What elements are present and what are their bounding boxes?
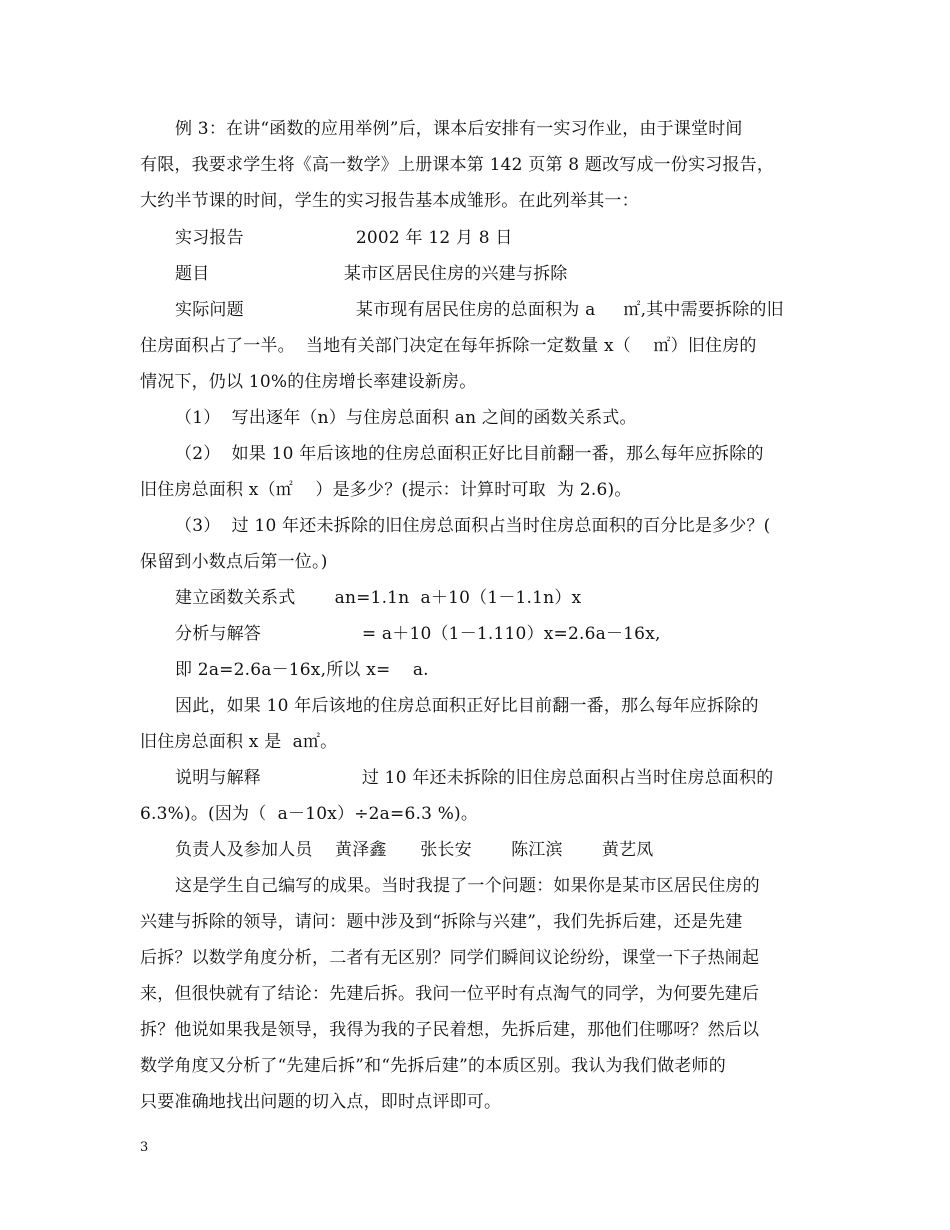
paragraph-line: 因此，如果 10 年后该地的住房总面积正好比目前翻一番，那么每年应拆除的	[175, 696, 759, 716]
paragraph-line: 大约半节课的时间，学生的实习报告基本成雏形。在此列举其一：	[140, 191, 639, 211]
paragraph-line: 来，但很快就有了结论：先建后拆。我问一位平时有点淘气的同学，为何要先建后	[140, 984, 760, 1004]
paragraph-line: 旧住房总面积 x（㎡ ）是多少？(提示：计算时可取 为 2.6)。	[140, 480, 632, 500]
paragraph-line: （3） 过 10 年还未拆除的旧住房总面积占当时住房总面积的百分比是多少？(	[175, 516, 771, 536]
paragraph-line: 6.3%)。(因为（ a－10x）÷2a=6.3 %)。	[140, 804, 479, 824]
paragraph-line: 后拆？以数学角度分析，二者有无区别？同学们瞬间议论纷纷，课堂一下子热闹起	[140, 948, 760, 968]
paragraph-line: 实习报告 2002 年 12 月 8 日	[175, 228, 513, 248]
paragraph-line: 这是学生自己编写的成果。当时我提了一个问题：如果你是某市区居民住房的	[175, 876, 760, 896]
paragraph-line: 分析与解答 = a＋10（1－1.110）x=2.6a－16x,	[175, 624, 661, 644]
paragraph-line: 题目 某市区居民住房的兴建与拆除	[175, 264, 568, 284]
paragraph-line: 实际问题 某市现有居民住房的总面积为 a ㎡,其中需要拆除的旧	[175, 300, 784, 320]
paragraph-line: 拆？他说如果我是领导，我得为我的子民着想，先拆后建，那他们住哪呀？然后以	[140, 1020, 760, 1040]
paragraph-line: 保留到小数点后第一位。)	[140, 552, 328, 572]
paragraph-line: 兴建与拆除的领导，请问：题中涉及到“拆除与兴建”，我们先拆后建，还是先建	[140, 912, 743, 932]
paragraph-line: 即 2a=2.6a－16x,所以 x= a.	[175, 660, 429, 680]
paragraph-line: 住房面积占了一半。 当地有关部门决定在每年拆除一定数量 x（ ㎡）旧住房的	[140, 336, 757, 356]
paragraph-line: 数学角度又分析了“先建后拆”和“先拆后建”的本质区别。我认为我们做老师的	[140, 1056, 726, 1076]
paragraph-line: （2） 如果 10 年后该地的住房总面积正好比目前翻一番，那么每年应拆除的	[175, 444, 764, 464]
paragraph-line: 负责人及参加人员 黄泽鑫 张长安 陈江滨 黄艺凤	[175, 840, 654, 860]
paragraph-line: 旧住房总面积 x 是 a㎡。	[140, 732, 338, 752]
paragraph-line: 情况下，仍以 10%的住房增长率建设新房。	[140, 372, 477, 392]
paragraph-line: 有限，我要求学生将《高一数学》上册课本第 142 页第 8 题改写成一份实习报告，	[140, 155, 775, 175]
page-number: 3	[140, 1140, 149, 1155]
paragraph-line: （1） 写出逐年（n）与住房总面积 an 之间的函数关系式。	[175, 408, 637, 428]
paragraph-line: 说明与解释 过 10 年还未拆除的旧住房总面积占当时住房总面积的	[175, 768, 774, 788]
paragraph-line: 只要准确地找出问题的切入点，即时点评即可。	[140, 1092, 502, 1112]
paragraph-line: 建立函数关系式 an=1.1n a＋10（1－1.1n）x	[175, 588, 582, 608]
paragraph-line: 例 3：在讲“函数的应用举例”后，课本后安排有一实习作业，由于课堂时间	[175, 119, 743, 139]
